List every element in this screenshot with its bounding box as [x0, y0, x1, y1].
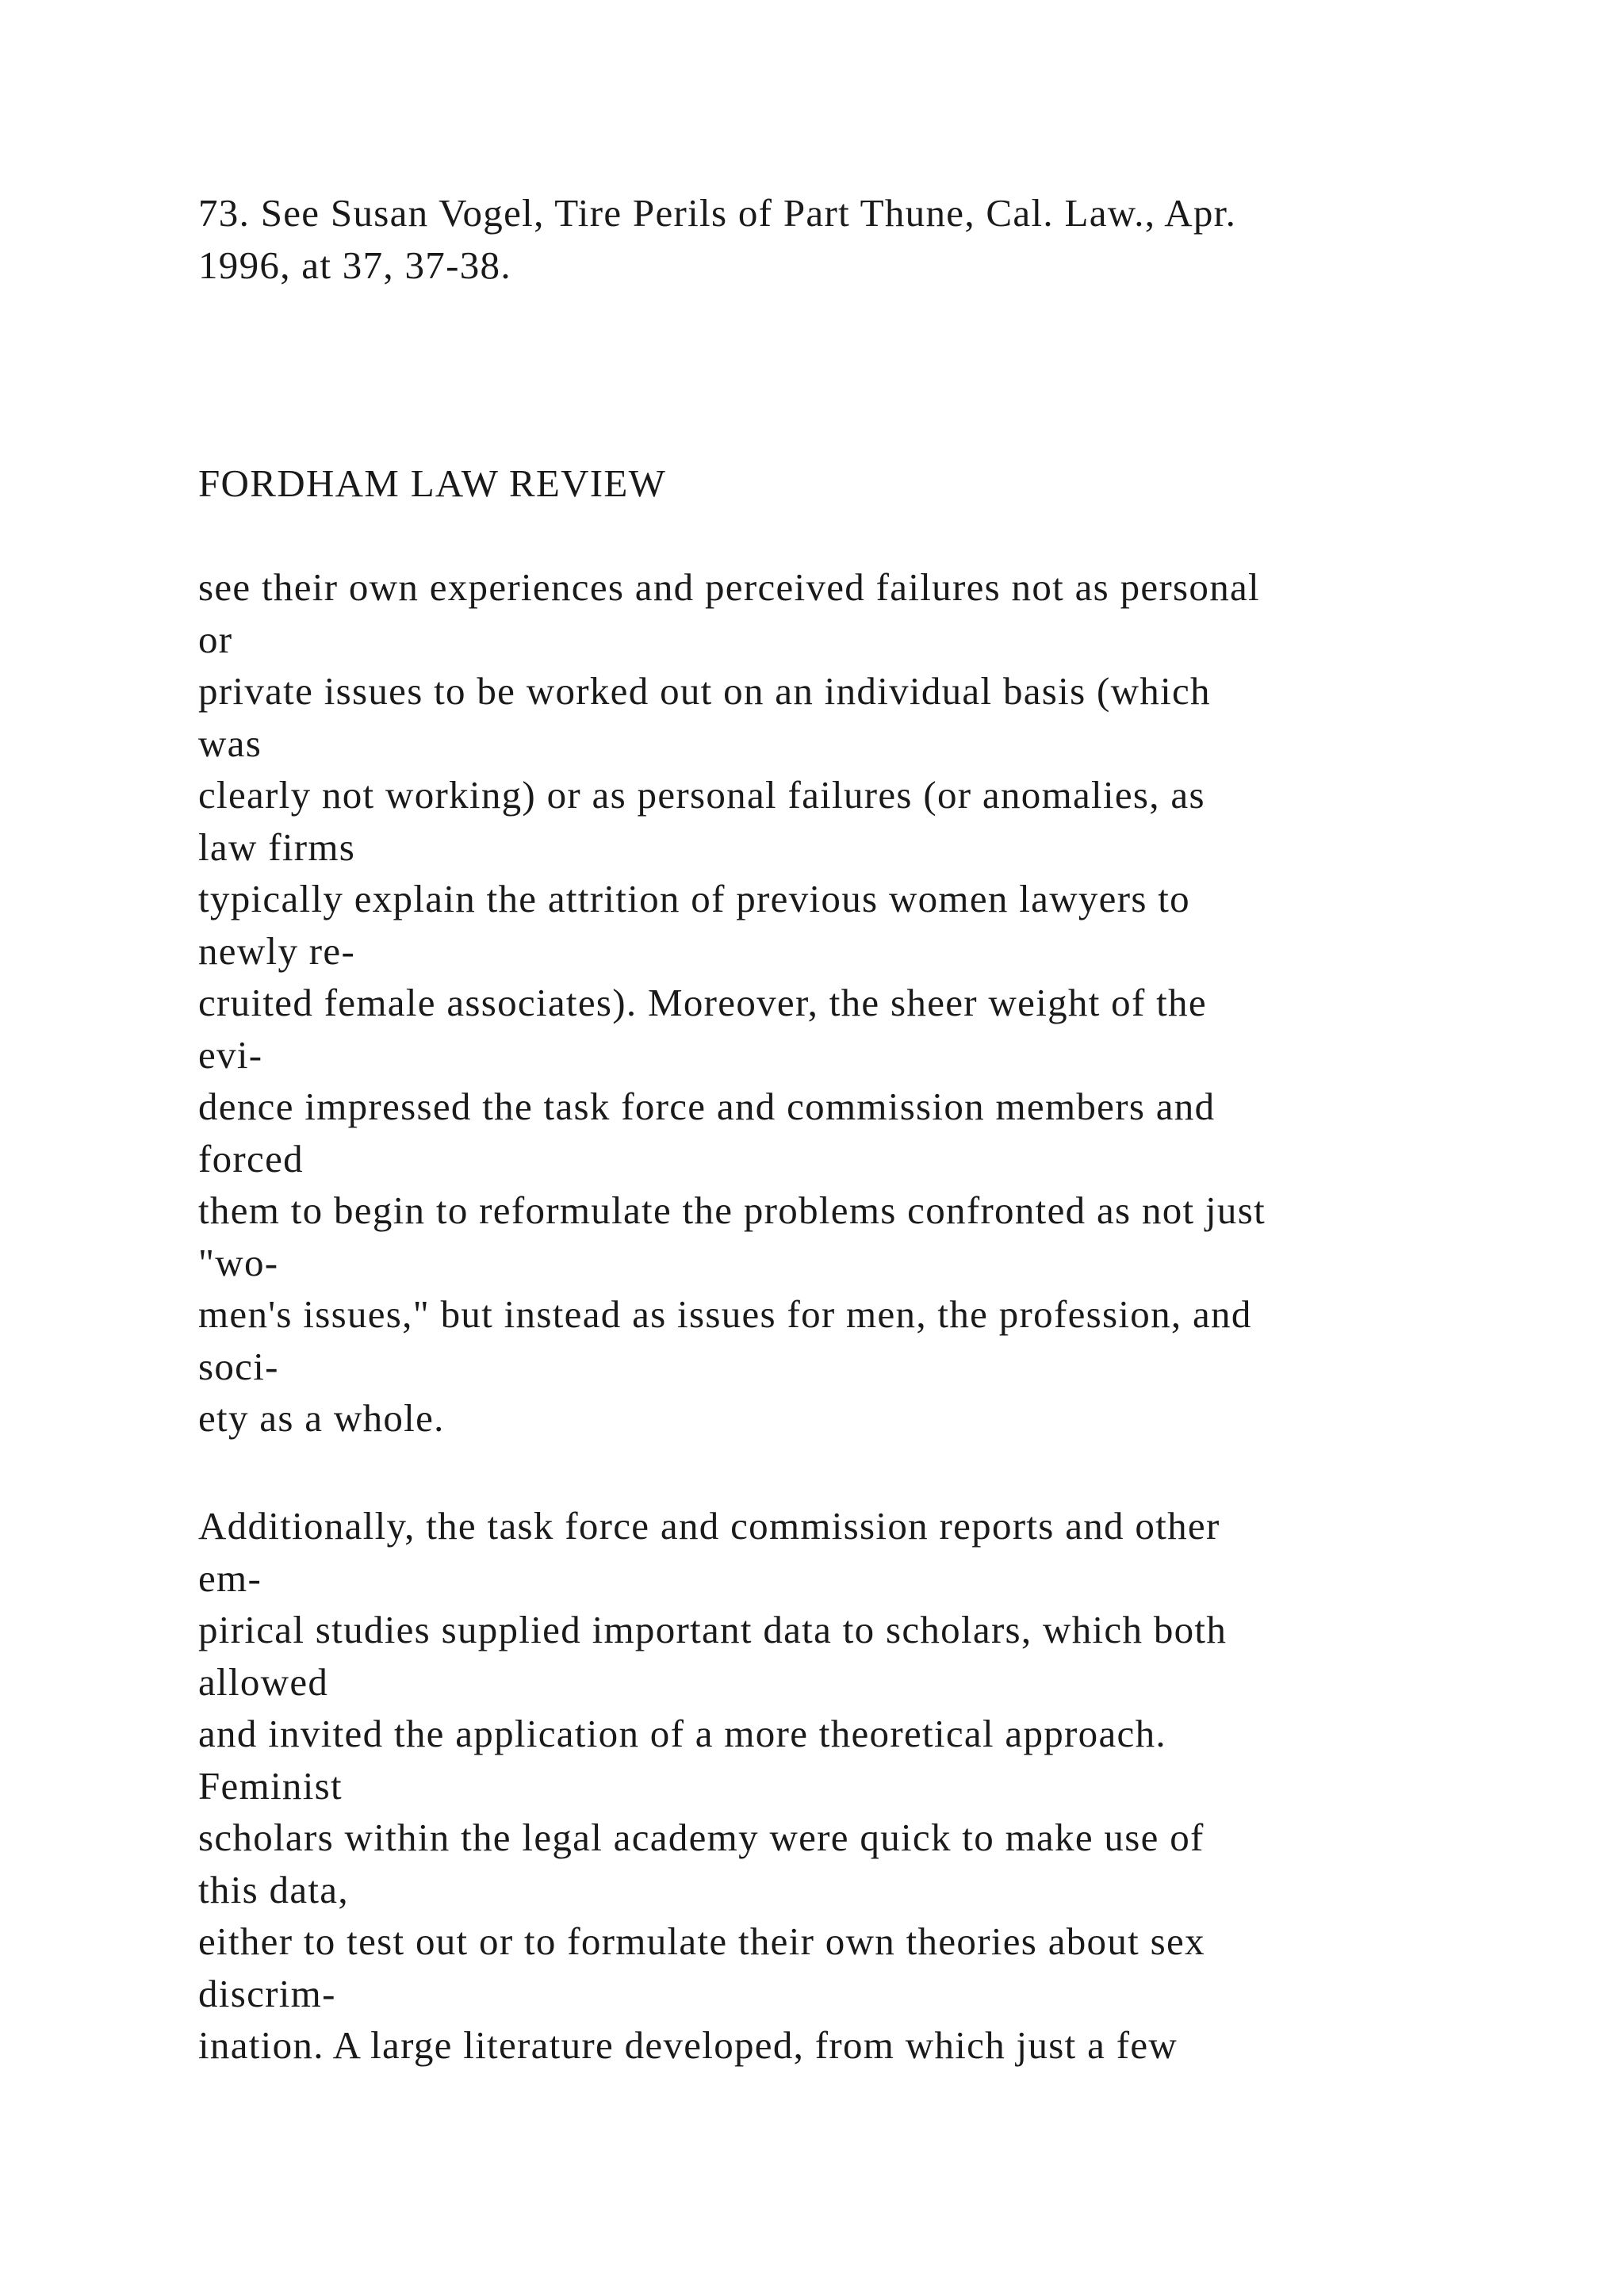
text-line: "wo-	[198, 1240, 279, 1284]
text-line: law firms	[198, 825, 356, 869]
text-line: typically explain the attrition of previous women lawyers to	[198, 877, 1190, 920]
text-line: forced	[198, 1136, 304, 1181]
text-line: and invited the application of a more theoretical approach.	[198, 1712, 1166, 1755]
paragraph	[198, 1500, 1546, 2072]
text-line: em-	[198, 1556, 262, 1600]
text-line: newly re-	[198, 928, 356, 973]
footnote-line: 1996, at 37, 37-38.	[198, 243, 511, 287]
text-line: Feminist	[198, 1763, 343, 1808]
footnote	[198, 187, 1546, 291]
text-line: see their own experiences and perceived failures not as personal	[198, 565, 1260, 609]
text-line: clearly not working) or as personal failures (or anomalies, as	[198, 773, 1205, 817]
text-line: scholars within the legal academy were quick to make use of	[198, 1816, 1205, 1859]
text-line: ety as a whole.	[198, 1396, 445, 1440]
text-line: pirical studies supplied important data to scholars, which both	[198, 1608, 1228, 1651]
running-head	[198, 457, 1546, 510]
text-line: or	[198, 617, 233, 661]
paragraph	[198, 561, 1546, 1445]
text-line: ination. A large literature developed, from which just a few	[198, 2023, 1178, 2067]
text-line: Additionally, the task force and commission reports and other	[198, 1504, 1220, 1548]
running-head-text: FORDHAM LAW REVIEW	[198, 461, 667, 505]
text-line: them to begin to reformulate the problems confronted as not just	[198, 1188, 1266, 1232]
text-line: discrim-	[198, 1971, 336, 2015]
text-line: private issues to be worked out on an individual basis (which	[198, 669, 1211, 713]
text-line: cruited female associates). Moreover, the sheer weight of the	[198, 981, 1207, 1024]
text-line: evi-	[198, 1032, 263, 1077]
text-line: dence impressed the task force and commission members and	[198, 1085, 1216, 1128]
text-line: soci-	[198, 1344, 279, 1388]
footnote-line: 73. See Susan Vogel, Tire Perils of Part Thune, Cal. Law., Apr.	[198, 191, 1237, 235]
text-line: either to test out or to formulate their own theories about sex	[198, 1919, 1205, 1963]
text-line: allowed	[198, 1659, 329, 1704]
text-line: this data,	[198, 1867, 349, 1911]
text-line: was	[198, 721, 262, 765]
text-line: men's issues," but instead as issues for men, the profession, and	[198, 1292, 1252, 1336]
